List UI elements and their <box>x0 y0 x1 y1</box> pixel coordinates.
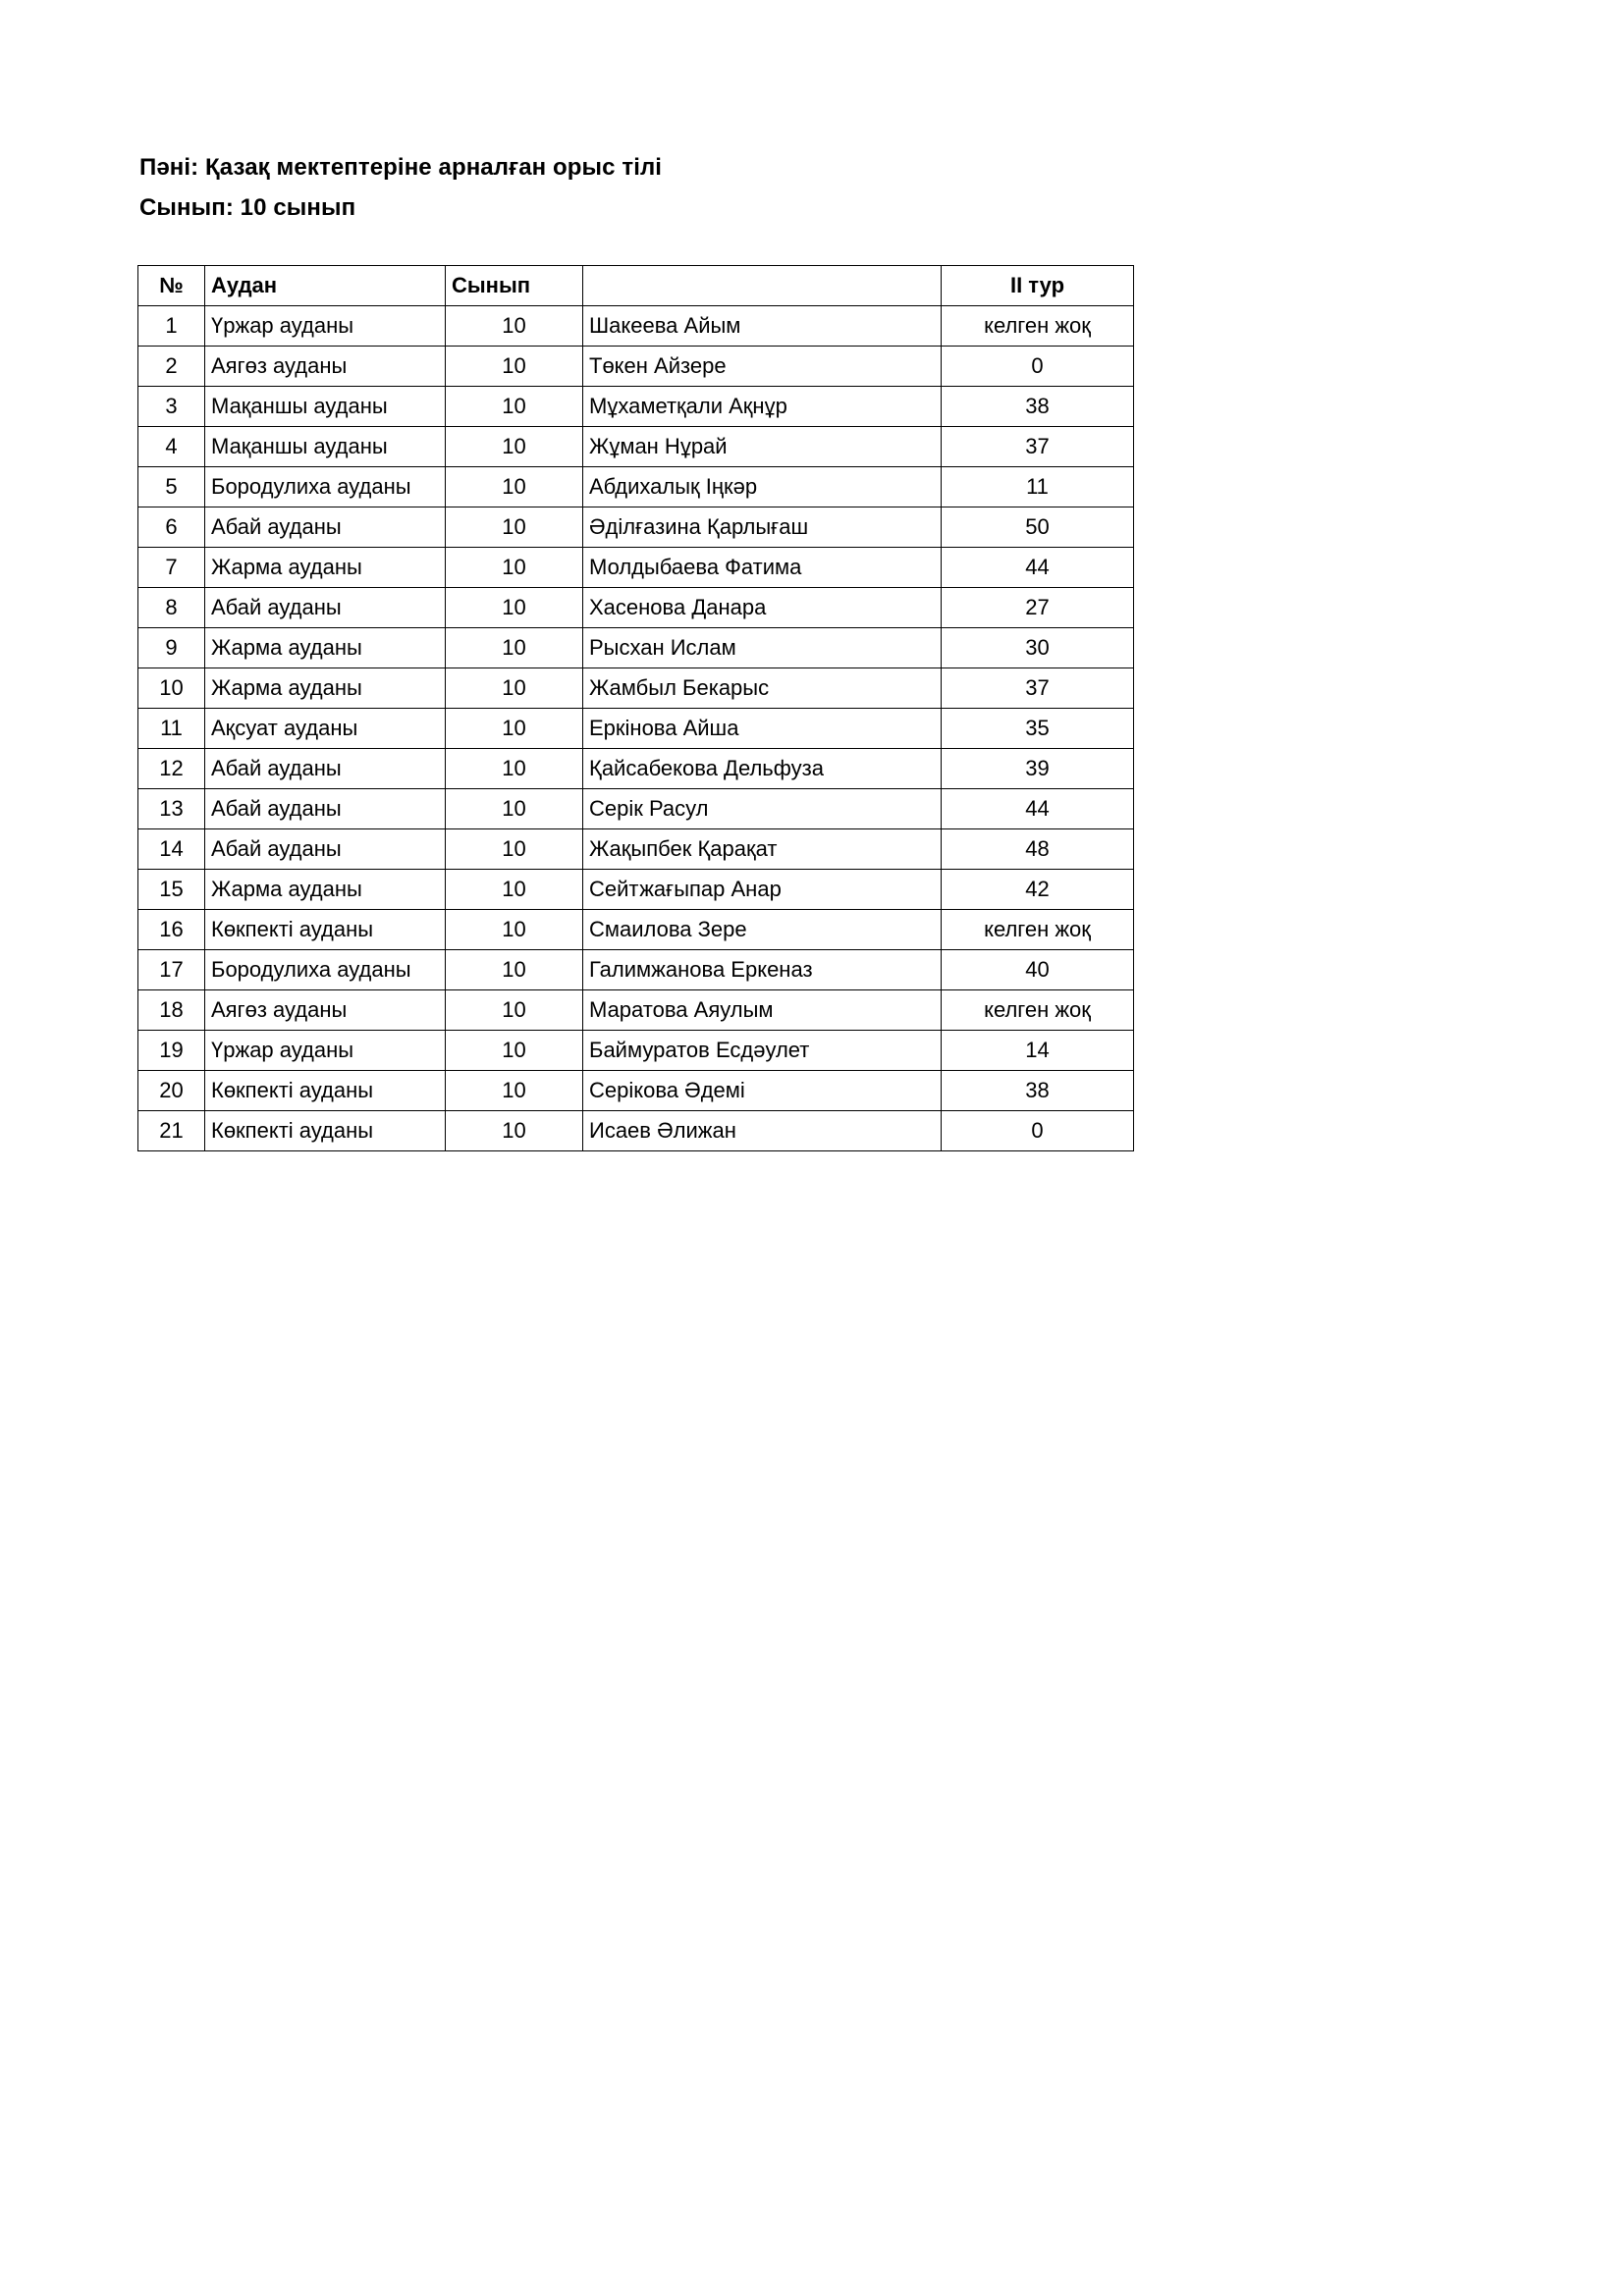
cell-grade: 10 <box>446 950 583 990</box>
cell-district: Бородулиха ауданы <box>205 950 446 990</box>
cell-grade: 10 <box>446 749 583 789</box>
cell-grade: 10 <box>446 1071 583 1111</box>
cell-district: Көкпекті ауданы <box>205 1111 446 1151</box>
cell-grade: 10 <box>446 910 583 950</box>
table-row <box>138 910 1134 950</box>
cell-district: Мақаншы ауданы <box>205 427 446 467</box>
cell-student: Жұман Нұрай <box>583 427 942 467</box>
table-body <box>138 306 1134 1151</box>
cell-student: Жамбыл Бекарыс <box>583 668 942 709</box>
document-header <box>139 147 1318 228</box>
cell-number: 8 <box>138 588 205 628</box>
table-row <box>138 347 1134 387</box>
cell-district: Жарма ауданы <box>205 548 446 588</box>
cell-grade: 10 <box>446 467 583 507</box>
cell-round2: 11 <box>942 467 1134 507</box>
cell-grade: 10 <box>446 1031 583 1071</box>
table-row <box>138 1111 1134 1151</box>
table-row <box>138 668 1134 709</box>
table-header-row <box>138 266 1134 306</box>
cell-round2: 0 <box>942 1111 1134 1151</box>
table-row <box>138 829 1134 870</box>
cell-number: 19 <box>138 1031 205 1071</box>
column-header-number: № <box>138 266 205 306</box>
cell-district: Жарма ауданы <box>205 628 446 668</box>
cell-student: Жақыпбек Қарақат <box>583 829 942 870</box>
cell-grade: 10 <box>446 306 583 347</box>
cell-student: Исаев Әлижан <box>583 1111 942 1151</box>
cell-grade: 10 <box>446 829 583 870</box>
cell-number: 3 <box>138 387 205 427</box>
cell-grade: 10 <box>446 387 583 427</box>
cell-district: Мақаншы ауданы <box>205 387 446 427</box>
cell-number: 5 <box>138 467 205 507</box>
cell-grade: 10 <box>446 1111 583 1151</box>
cell-district: Абай ауданы <box>205 507 446 548</box>
cell-round2: 30 <box>942 628 1134 668</box>
cell-number: 21 <box>138 1111 205 1151</box>
cell-student: Төкен Айзере <box>583 347 942 387</box>
cell-student: Абдихалық Іңкәр <box>583 467 942 507</box>
table-row <box>138 387 1134 427</box>
cell-grade: 10 <box>446 347 583 387</box>
cell-round2: 38 <box>942 1071 1134 1111</box>
cell-number: 14 <box>138 829 205 870</box>
cell-student: Серікова Әдемі <box>583 1071 942 1111</box>
cell-number: 6 <box>138 507 205 548</box>
cell-student: Баймуратов Есдәулет <box>583 1031 942 1071</box>
cell-student: Смаилова Зере <box>583 910 942 950</box>
cell-number: 17 <box>138 950 205 990</box>
results-table <box>137 265 1134 1151</box>
table-row <box>138 588 1134 628</box>
cell-number: 13 <box>138 789 205 829</box>
cell-student: Галимжанова Еркеназ <box>583 950 942 990</box>
cell-district: Абай ауданы <box>205 588 446 628</box>
cell-district: Үржар ауданы <box>205 306 446 347</box>
cell-student: Сейтжағыпар Анар <box>583 870 942 910</box>
cell-number: 11 <box>138 709 205 749</box>
cell-round2: 14 <box>942 1031 1134 1071</box>
cell-district: Бородулиха ауданы <box>205 467 446 507</box>
cell-round2: 37 <box>942 668 1134 709</box>
cell-student: Шакеева Айым <box>583 306 942 347</box>
cell-round2: 44 <box>942 789 1134 829</box>
cell-round2: 50 <box>942 507 1134 548</box>
cell-number: 20 <box>138 1071 205 1111</box>
table-row <box>138 628 1134 668</box>
cell-grade: 10 <box>446 668 583 709</box>
table-row <box>138 548 1134 588</box>
cell-district: Аягөз ауданы <box>205 990 446 1031</box>
cell-round2: 0 <box>942 347 1134 387</box>
column-header-round2: II тур <box>942 266 1134 306</box>
cell-student: Хасенова Данара <box>583 588 942 628</box>
cell-student: Молдыбаева Фатима <box>583 548 942 588</box>
column-header-district: Аудан <box>205 266 446 306</box>
cell-number: 10 <box>138 668 205 709</box>
column-header-grade: Сынып <box>446 266 583 306</box>
cell-grade: 10 <box>446 628 583 668</box>
cell-round2: келген жоқ <box>942 910 1134 950</box>
cell-grade: 10 <box>446 990 583 1031</box>
cell-district: Абай ауданы <box>205 829 446 870</box>
table-row <box>138 950 1134 990</box>
cell-number: 9 <box>138 628 205 668</box>
subject-line: Пәні: Қазақ мектептеріне арналған орыс тілі <box>139 154 663 181</box>
cell-district: Абай ауданы <box>205 749 446 789</box>
table-row <box>138 709 1134 749</box>
cell-round2: келген жоқ <box>942 990 1134 1031</box>
cell-number: 16 <box>138 910 205 950</box>
cell-student: Мұхаметқали Ақнұр <box>583 387 942 427</box>
cell-grade: 10 <box>446 507 583 548</box>
cell-round2: 38 <box>942 387 1134 427</box>
cell-round2: 27 <box>942 588 1134 628</box>
table-row <box>138 467 1134 507</box>
cell-grade: 10 <box>446 709 583 749</box>
cell-student: Рысхан Ислам <box>583 628 942 668</box>
cell-number: 4 <box>138 427 205 467</box>
table-row <box>138 1071 1134 1111</box>
cell-grade: 10 <box>446 588 583 628</box>
cell-district: Ақсуат ауданы <box>205 709 446 749</box>
cell-district: Көкпекті ауданы <box>205 1071 446 1111</box>
table-row <box>138 990 1134 1031</box>
cell-grade: 10 <box>446 548 583 588</box>
table-row <box>138 749 1134 789</box>
cell-number: 15 <box>138 870 205 910</box>
cell-student: Маратова Аяулым <box>583 990 942 1031</box>
cell-grade: 10 <box>446 789 583 829</box>
table-row <box>138 507 1134 548</box>
cell-student: Еркінова Айша <box>583 709 942 749</box>
cell-number: 7 <box>138 548 205 588</box>
cell-round2: 48 <box>942 829 1134 870</box>
table-row <box>138 1031 1134 1071</box>
cell-district: Абай ауданы <box>205 789 446 829</box>
cell-round2: 40 <box>942 950 1134 990</box>
cell-number: 1 <box>138 306 205 347</box>
grade-line: Сынып: 10 сынып <box>139 194 356 221</box>
cell-grade: 10 <box>446 427 583 467</box>
cell-number: 2 <box>138 347 205 387</box>
table-row <box>138 427 1134 467</box>
cell-student: Қайсабекова Дельфуза <box>583 749 942 789</box>
cell-round2: келген жоқ <box>942 306 1134 347</box>
cell-round2: 42 <box>942 870 1134 910</box>
cell-district: Аягөз ауданы <box>205 347 446 387</box>
cell-grade: 10 <box>446 870 583 910</box>
cell-round2: 44 <box>942 548 1134 588</box>
table-row <box>138 870 1134 910</box>
cell-round2: 37 <box>942 427 1134 467</box>
cell-district: Көкпекті ауданы <box>205 910 446 950</box>
table-row <box>138 789 1134 829</box>
cell-round2: 39 <box>942 749 1134 789</box>
column-header-student <box>583 266 942 306</box>
cell-round2: 35 <box>942 709 1134 749</box>
cell-district: Жарма ауданы <box>205 870 446 910</box>
cell-student: Әділғазина Қарлығаш <box>583 507 942 548</box>
cell-district: Жарма ауданы <box>205 668 446 709</box>
table-row <box>138 306 1134 347</box>
cell-number: 12 <box>138 749 205 789</box>
cell-number: 18 <box>138 990 205 1031</box>
cell-student: Серік Расул <box>583 789 942 829</box>
cell-district: Үржар ауданы <box>205 1031 446 1071</box>
